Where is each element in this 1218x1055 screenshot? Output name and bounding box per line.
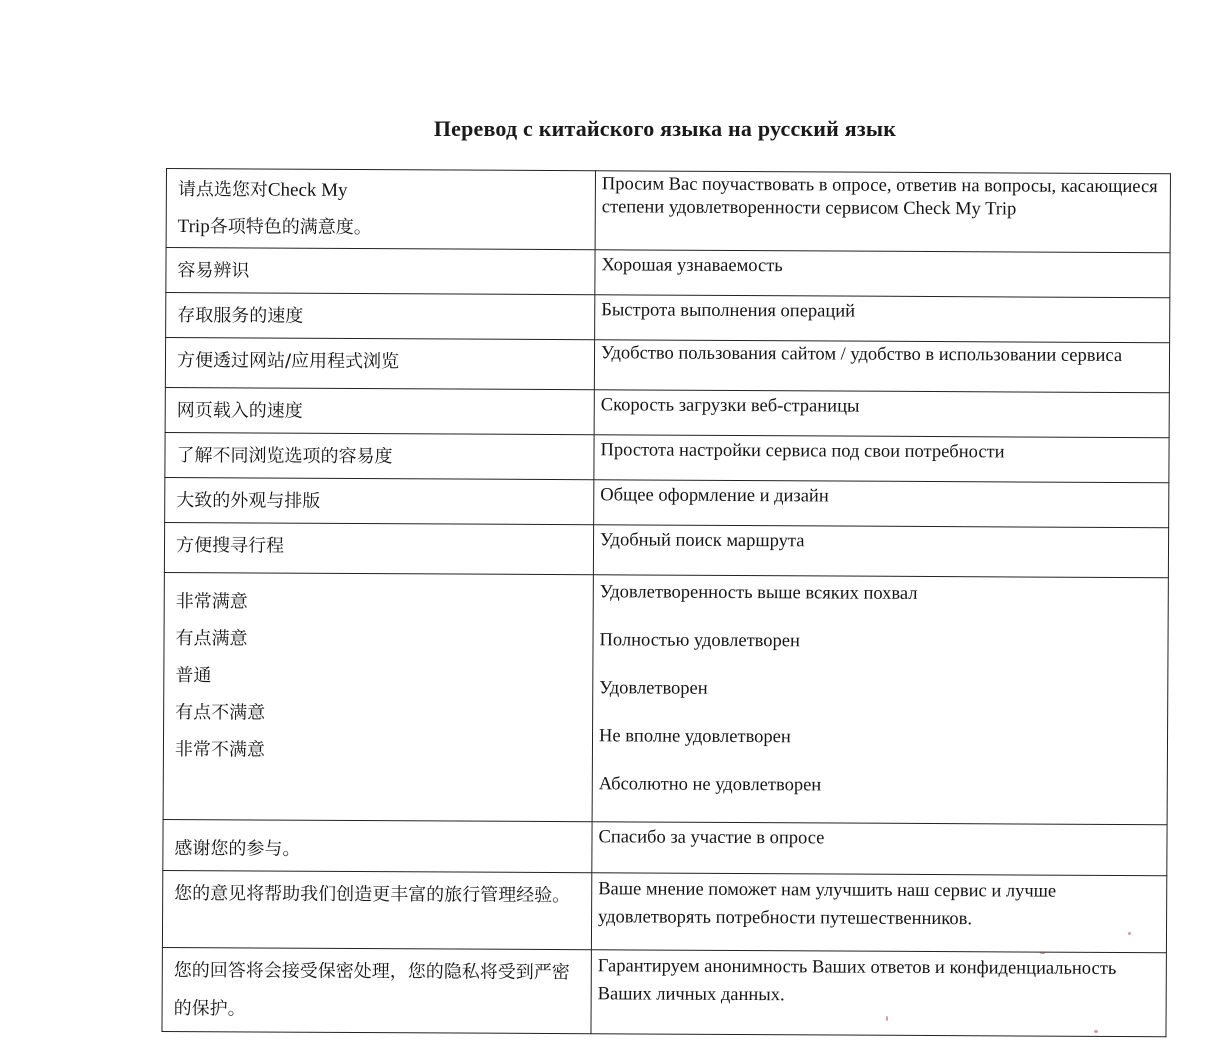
ru-text: Общее оформление и дизайн	[600, 485, 829, 507]
scan-speck	[1040, 952, 1045, 954]
rating-option-zh: 有点满意	[175, 628, 248, 650]
rating-option-ru: Не вполне удовлетворен	[598, 726, 791, 748]
zh-text: 存取服务的速度	[177, 305, 304, 327]
zh-latin-text: Check My	[267, 179, 348, 201]
translation-table	[161, 168, 1171, 1037]
ru-cell	[595, 171, 1170, 253]
table-row	[166, 293, 1170, 343]
table-row	[165, 477, 1169, 527]
table-row	[165, 387, 1169, 437]
table-row	[165, 432, 1169, 482]
ru-text: Просим Вас поучаствовать в опросе, ответив на вопросы, касающиеся степени удовлетворенности сервисом Check My Trip	[601, 174, 1158, 220]
table-row	[162, 947, 1166, 1036]
rating-options-ru	[592, 575, 1168, 825]
table-row	[166, 248, 1170, 298]
ru-text: Скорость загрузки веб-страницы	[600, 395, 860, 417]
ru-text: Быстрота выполнения операций	[601, 300, 856, 322]
zh-cell	[166, 169, 595, 250]
ru-text: Гарантируем анонимность Ваших ответов и конфиденциальность Ваших личных данных.	[597, 956, 1117, 1006]
zh-text: 方便透过网站/应用程式浏览	[176, 350, 400, 373]
zh-text: 容易辨识	[177, 260, 250, 282]
zh-text: 网页载入的速度	[176, 400, 303, 422]
ru-text: Простота настройки сервиса под свои потребности	[600, 440, 1005, 463]
zh-latin-text: Trip	[177, 216, 210, 238]
rating-options-zh	[163, 572, 593, 821]
table-row	[164, 522, 1168, 577]
rating-option-zh: 普通	[175, 665, 212, 687]
scan-speck	[1128, 932, 1131, 935]
table-row	[166, 169, 1170, 253]
zh-text: 方便搜寻行程	[175, 535, 285, 557]
rating-option-zh: 有点不满意	[175, 702, 266, 724]
zh-text: 各项特色的满意度。	[209, 216, 372, 239]
ru-text: Удобный поиск маршрута	[600, 530, 805, 552]
scan-speck	[1094, 1030, 1098, 1033]
ru-text: Удобство пользования сайтом / удобство в использовании сервиса	[600, 343, 1123, 367]
ru-text: Ваше мнение поможет нам улучшить наш сервис и лучше удовлетворять потребности путешественников.	[598, 879, 1057, 930]
zh-text: 您的意见将帮助我们创造更丰富的旅行管理经验。	[174, 883, 571, 907]
table-row	[162, 870, 1166, 952]
ru-text: Хорошая узнаваемость	[601, 255, 783, 277]
ru-text: Спасибо за участие в опросе	[598, 827, 825, 849]
document-title: Перевод с китайского языка на русский язык	[433, 116, 897, 141]
table-row	[163, 819, 1167, 875]
rating-option-ru: Абсолютно не удовлетворен	[598, 774, 822, 796]
zh-text: 感谢您的参与。	[174, 838, 301, 860]
zh-text: 了解不同浏览选项的容易度	[176, 445, 393, 468]
rating-option-zh: 非常不满意	[174, 739, 266, 761]
rating-option-ru: Удовлетворен	[599, 678, 708, 699]
table-row	[163, 572, 1168, 824]
scan-speck	[886, 1016, 888, 1021]
zh-text: 请点选您对	[177, 179, 268, 201]
rating-option-zh: 非常满意	[175, 591, 248, 613]
table-row	[165, 338, 1169, 393]
zh-text: 大致的外观与排版	[176, 490, 321, 512]
zh-text: 您的回答将会接受保密处理，您的隐私将受到严密的保护。	[173, 960, 570, 1020]
rating-option-ru: Полностью удовлетворен	[599, 630, 800, 652]
rating-option-ru: Удовлетворенность выше всяких похвал	[599, 582, 918, 604]
